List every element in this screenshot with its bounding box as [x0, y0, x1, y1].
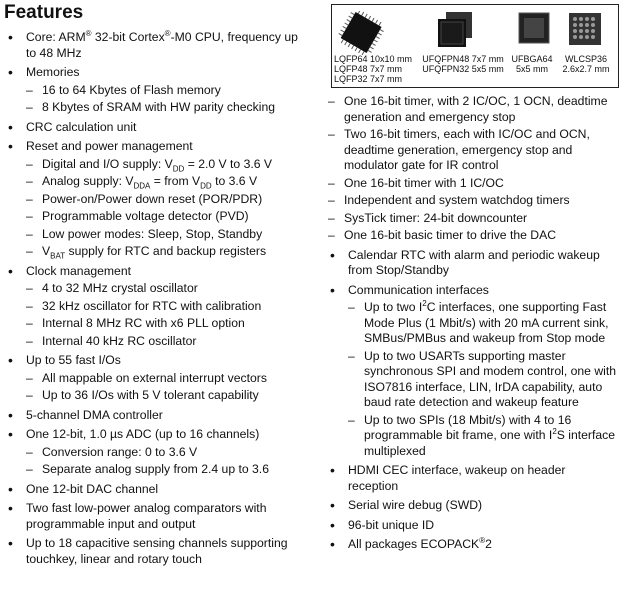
- list-item: • 96-bit unique ID: [328, 518, 618, 534]
- list-item: • Up to 55 fast I/Os – All mappable on external interrupt vectors – Up to 36 I/Os with 5 V tolerant capability: [6, 353, 306, 404]
- sub-list-item: – Analog supply: $V_{DDA}$ = from $V_{DD}$ to 3.6 V: [26, 174, 306, 190]
- ufqfpn-chip-icon: [432, 10, 476, 50]
- sub-list-item: – Conversion range: 0 to 3.6 V: [26, 445, 306, 461]
- list-item: • One 12-bit, 1.0 µs ADC (up to 16 channels) – Conversion range: 0 to 3.6 V – Separate analog supply from 2.4 up to 3.6: [6, 427, 306, 478]
- list-item: • HDMI CEC interface, wakeup on header reception: [328, 463, 618, 494]
- list-item: • Core: ARM® 32-bit Cortex®-M0 CPU, frequency up to 48 MHz: [6, 30, 306, 61]
- sub-list-item: – One 16-bit timer, with 2 IC/OC, 1 OCN, deadtime generation and emergency stop: [328, 94, 618, 125]
- list-item: • Two fast low-power analog comparators with programmable input and output: [6, 501, 306, 532]
- sub-list-item: – One 16-bit basic timer to drive the DAC: [328, 228, 618, 244]
- sub-list-item: – All mappable on external interrupt vectors: [26, 371, 306, 387]
- sub-list-item: – Independent and system watchdog timers: [328, 193, 618, 209]
- sub-list-item: – 16 to 64 Kbytes of Flash memory: [26, 83, 306, 99]
- features-heading: Features: [4, 2, 84, 23]
- lqfp-chip-icon: [338, 11, 386, 55]
- sub-list-item: – Up to two SPIs (18 Mbit/s) with 4 to 16 programmable bit frame, one with $I^2S$ interface multiplexed: [348, 413, 618, 460]
- sub-list-item: – Digital and I/O supply: $V_{DD} = 2.0$ V to 3.6 V: [26, 157, 306, 173]
- list-item: • Up to 18 capacitive sensing channels supporting touchkey, linear and rotary touch: [6, 536, 306, 567]
- sub-list-item: – Programmable voltage detector (PVD): [26, 209, 306, 225]
- wlcsp-chip-icon: [566, 10, 606, 50]
- list-item: • Memories – 16 to 64 Kbytes of Flash memory – 8 Kbytes of SRAM with HW parity checking: [6, 65, 306, 116]
- list-item: • CRC calculation unit: [6, 120, 306, 136]
- sub-list-item: – 32 kHz oscillator for RTC with calibration: [26, 299, 306, 315]
- sub-list-item: – 4 to 32 MHz crystal oscillator: [26, 281, 306, 297]
- sub-list-item: – Power-on/Power down reset (POR/PDR): [26, 192, 306, 208]
- list-item: • Reset and power management – Digital and I/O supply: $V_{DD} = 2.0$ V to 3.6 V – Analog supply: $V_{DDA}$ = from $V_{DD}$ to 3.6 V – Power-on/Power down reset (POR/PDR) – Programmable voltage detector (PVD) – Low power modes: Sleep, Stop, Standby – $V_{BAT}$ supply for RTC and backup registers: [6, 139, 306, 260]
- list-item: • Calendar RTC with alarm and periodic wakeup from Stop/Standby: [328, 248, 618, 279]
- sub-list-item: – Up to two USARTs supporting master synchronous SPI and modem control, one with ISO7816 interface, LIN, IrDA capability, auto baud rate detection and wakeup feature: [348, 349, 618, 411]
- package-label-ufbga: UFBGA64 5x5 mm: [511, 54, 553, 74]
- sub-list-item: – Low power modes: Sleep, Stop, Standby: [26, 227, 306, 243]
- package-label-lqfp: LQFP64 10x10 mm LQFP48 7x7 mm LQFP32 7x7 mm: [334, 54, 413, 84]
- package-label-wlcsp: WLCSP36 2.6x2.7 mm: [562, 54, 610, 74]
- list-item: • Serial wire debug (SWD): [328, 498, 618, 514]
- sub-list-item: – Separate analog supply from 2.4 up to 3.6: [26, 462, 306, 478]
- list-item: • Communication interfaces – Up to two $I^2C$ interfaces, one supporting Fast Mode Plus (1 Mbit/s) with 20 mA current sink, SMBus/PMBus and wakeup from Stop mode – Up to two USARTs supporting master synchronous SPI and modem control, one with ISO7816 interface, LIN, IrDA capability, auto baud rate detection and wakeup feature – Up to two SPIs (18 Mbit/s) with 4 to 16 programmable bit frame, one with $I^2S$ interface multiplexed: [328, 283, 618, 460]
- sub-list-item: – 8 Kbytes of SRAM with HW parity checking: [26, 100, 306, 116]
- sub-list-item: – Up to two $I^2C$ interfaces, one supporting Fast Mode Plus (1 Mbit/s) with 20 mA current sink, SMBus/PMBus and wakeup from Stop mode: [348, 300, 618, 347]
- ufbga-chip-icon: [516, 10, 552, 46]
- package-box: [331, 4, 619, 88]
- list-item: • One 12-bit DAC channel: [6, 482, 306, 498]
- sub-list-item: – Two 16-bit timers, each with IC/OC and OCN, deadtime generation, emergency stop and modulator gate for IR control: [328, 127, 618, 174]
- sub-list-item: – SysTick timer: 24-bit downcounter: [328, 211, 618, 227]
- sub-list-item: – Internal 40 kHz RC oscillator: [26, 334, 306, 350]
- features-left-column: [6, 30, 306, 571]
- sub-list-item: – Internal 8 MHz RC with x6 PLL option: [26, 316, 306, 332]
- list-item: • 5-channel DMA controller: [6, 408, 306, 424]
- list-item: • Clock management – 4 to 32 MHz crystal oscillator – 32 kHz oscillator for RTC with calibration – Internal 8 MHz RC with x6 PLL option – Internal 40 kHz RC oscillator: [6, 264, 306, 350]
- package-label-ufqfpn: UFQFPN48 7x7 mm UFQFPN32 5x5 mm: [422, 54, 504, 74]
- sub-list-item: – One 16-bit timer with 1 IC/OC: [328, 176, 618, 192]
- features-right-column: [328, 94, 618, 557]
- list-item: • All packages ECOPACK®2: [328, 537, 618, 553]
- sub-list-item: – $V_{BAT}$ supply for RTC and backup registers: [26, 244, 306, 260]
- sub-list-item: – Up to 36 I/Os with 5 V tolerant capability: [26, 388, 306, 404]
